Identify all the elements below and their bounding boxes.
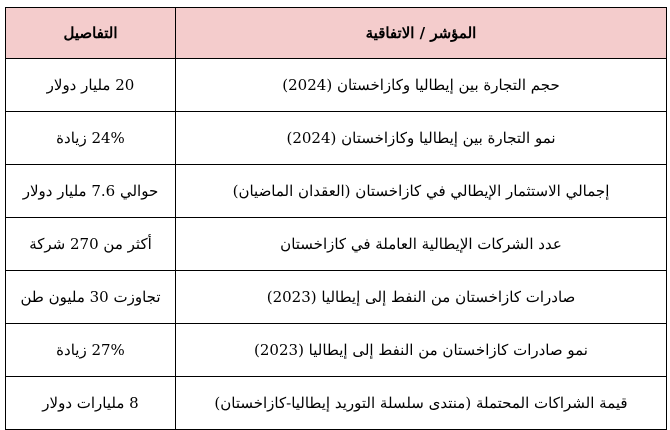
cell-indicator: صادرات كازاخستان من النفط إلى إيطاليا (2023)	[176, 271, 667, 324]
cell-details: 24% زيادة	[6, 112, 176, 165]
table-header-row	[6, 8, 667, 59]
table-row	[6, 165, 667, 218]
cell-indicator: إجمالي الاستثمار الإيطالي في كازاخستان (العقدان الماضيان)	[176, 165, 667, 218]
cell-details: أكثر من 270 شركة	[6, 218, 176, 271]
table-row	[6, 112, 667, 165]
cell-details: حوالي 7.6 مليار دولار	[6, 165, 176, 218]
cell-indicator: قيمة الشراكات المحتملة (منتدى سلسلة التوريد إيطاليا-كازاخستان)	[176, 377, 667, 430]
cell-details: 8 مليارات دولار	[6, 377, 176, 430]
table-row	[6, 377, 667, 430]
cell-details: تجاوزت 30 مليون طن	[6, 271, 176, 324]
table-row	[6, 218, 667, 271]
cell-indicator: نمو صادرات كازاخستان من النفط إلى إيطاليا (2023)	[176, 324, 667, 377]
cell-indicator: حجم التجارة بين إيطاليا وكازاخستان (2024)	[176, 59, 667, 112]
cell-details: 27% زيادة	[6, 324, 176, 377]
info-table	[5, 7, 667, 430]
cell-indicator: نمو التجارة بين إيطاليا وكازاخستان (2024)	[176, 112, 667, 165]
cell-indicator: عدد الشركات الإيطالية العاملة في كازاخستان	[176, 218, 667, 271]
header-details: التفاصيل	[6, 8, 176, 59]
table-row	[6, 59, 667, 112]
cell-details: 20 مليار دولار	[6, 59, 176, 112]
header-indicator: المؤشر / الاتفاقية	[176, 8, 667, 59]
table-row	[6, 271, 667, 324]
table-row	[6, 324, 667, 377]
